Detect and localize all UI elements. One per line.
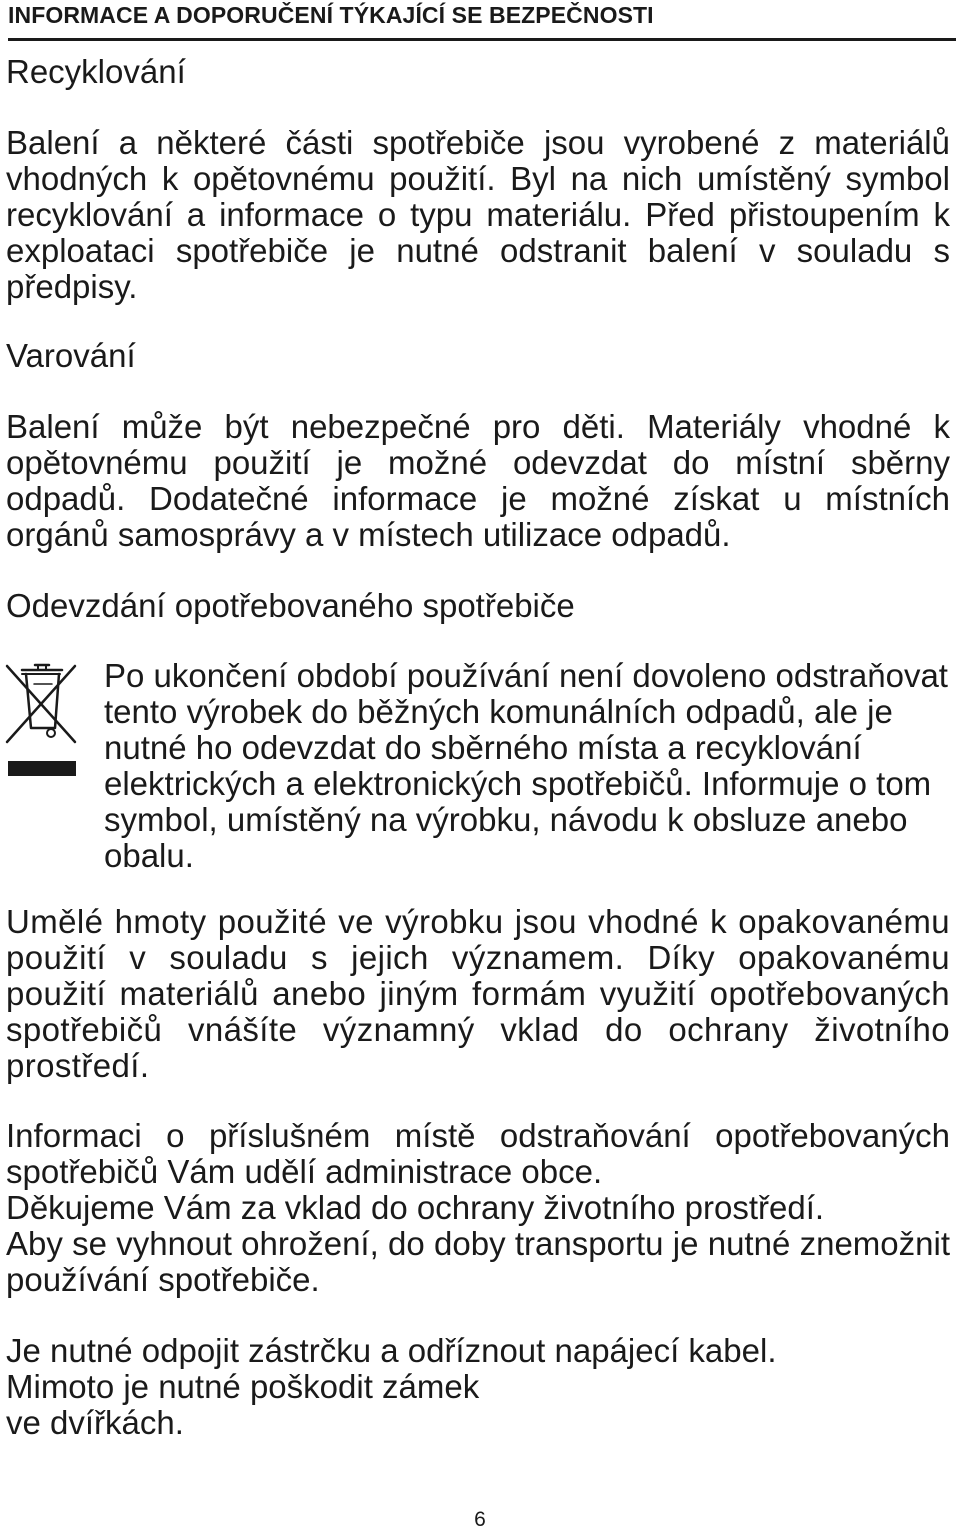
recycling-paragraph: Balení a některé části spotřebiče jsou vyrobené z materiálů vhodných k opětovnému použití. Byl na nich umístěný symbol recyklování a informace o typu materiálu. Před přistoupením k exploataci spotřebiče je nutné odstranit balení v souladu s předpisy. — [6, 124, 950, 305]
recycling-heading: Recyklování — [6, 53, 186, 90]
disposal-heading: Odevzdání opotřebovaného spotřebiče — [6, 587, 575, 624]
header-rule — [8, 38, 956, 41]
thanks-paragraph: Děkujeme Vám za vklad do ochrany životního prostředí. — [6, 1189, 825, 1226]
warning-heading: Varování — [6, 337, 136, 374]
transport-paragraph: Aby se vyhnout ohrožení, do doby transportu je nutné znemožnit používání spotřebiče. — [6, 1225, 950, 1298]
unplug-line-3: ve dvířkách. — [6, 1404, 184, 1441]
administration-paragraph: Informaci o příslušném místě odstraňování opotřebovaných spotřebičů Vám udělí administrace obce. — [6, 1117, 950, 1190]
section-header: INFORMACE A DOPORUČENÍ TÝKAJÍCÍ SE BEZPEČNOSTI — [8, 2, 654, 28]
page-number: 6 — [474, 1508, 486, 1531]
unplug-line-2: Mimoto je nutné poškodit zámek — [6, 1368, 480, 1405]
plastics-paragraph: Umělé hmoty použité ve výrobku jsou vhodné k opakovanému použití v souladu s jejich významem. Díky opakovanému použití materiálů anebo jiným formám využití opotřebovaných spotřebičů vnášíte významný vklad do ochrany životního prostředí. — [6, 903, 950, 1084]
disposal-paragraph: Po ukončení období používání není dovoleno odstraňovat tento výrobek do běžných komunálních odpadů, ale je nutné ho odevzdat do sběrného místa a recyklování elektrických a elektronických spotřebičů. Informuje o tom symbol, umístěný na výrobku, návodu k obsluze anebo obalu. — [104, 657, 948, 874]
warning-paragraph: Balení může být nebezpečné pro děti. Materiály vhodné k opětovnému použití je možné odevzdat do místní sběrny odpadů. Dodatečné informace je možné získat u místních orgánů samosprávy a v místech utilizace odpadů. — [6, 408, 950, 553]
unplug-line-1: Je nutné odpojit zástrčku a odříznout napájecí kabel. — [6, 1332, 777, 1369]
crossed-out-wheelie-bin-icon — [4, 662, 78, 782]
